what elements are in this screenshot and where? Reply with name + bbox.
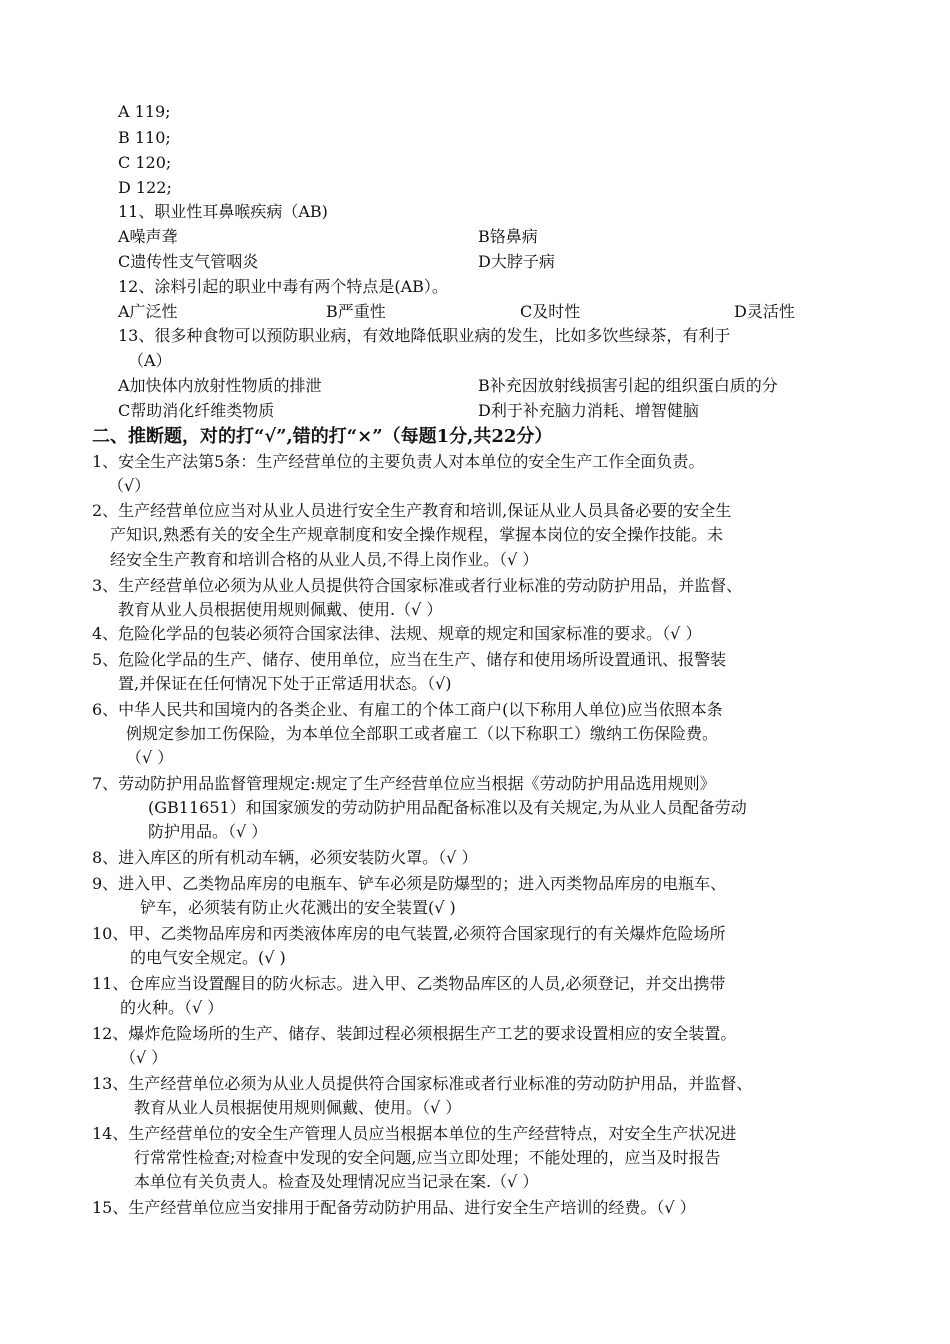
item-6-line-1: 6、中华人民共和国境内的各类企业、有雇工的个体工商户(以下称用人单位)应当依照本条 — [92, 700, 723, 719]
item-14-line-3: 本单位有关负责人。检查及处理情况应当记录在案.（√ ） — [134, 1172, 539, 1191]
q13-stem-line-2: （A） — [128, 351, 172, 370]
q12-option-c: C及时性 — [520, 302, 581, 321]
q13-option-b: B补充因放射线损害引起的组织蛋白质的分 — [478, 376, 778, 395]
item-1-line-1: 1、安全生产法第5条：生产经营单位的主要负责人对本单位的安全生产工作全面负责。 — [92, 452, 705, 471]
q13-option-a: A加快体内放射性物质的排泄 — [118, 376, 322, 395]
q11-option-d: D大脖子病 — [478, 252, 555, 271]
item-12-line-2: （√ ） — [120, 1048, 168, 1067]
q11-stem: 11、职业性耳鼻喉疾病（AB) — [118, 202, 328, 221]
q10-option-a: A 119; — [118, 102, 171, 121]
item-3-line-2: 教育从业人员根据使用规则佩戴、使用.（√ ） — [118, 600, 443, 619]
item-9-line-1: 9、进入甲、乙类物品库房的电瓶车、铲车必须是防爆型的；进入丙类物品库房的电瓶车、 — [92, 874, 727, 893]
item-15-line-1: 15、生产经营单位应当安排用于配备劳动防护用品、进行安全生产培训的经费。（√ ） — [92, 1198, 696, 1217]
q13-option-d: D利于补充脑力消耗、增智健脑 — [478, 401, 699, 420]
item-2-line-3: 经安全生产教育和培训合格的从业人员,不得上岗作业。（√ ） — [110, 550, 539, 569]
q13-stem-line-1: 13、很多种食物可以预防职业病，有效地降低职业病的发生，比如多饮些绿茶，有利于 — [118, 326, 731, 345]
item-3-line-1: 3、生产经营单位必须为从业人员提供符合国家标准或者行业标准的劳动防护用品，并监督、 — [92, 576, 743, 595]
item-9-line-2: 铲车，必须装有防止火花溅出的安全装置(√ ) — [140, 898, 456, 917]
q10-option-b: B 110; — [118, 128, 171, 147]
item-7-line-3: 防护用品。（√ ） — [148, 822, 268, 841]
item-5-line-1: 5、危险化学品的生产、储存、使用单位，应当在生产、储存和使用场所设置通讯、报警装 — [92, 650, 727, 669]
q11-option-b: B铬鼻病 — [478, 227, 538, 246]
q11-option-c: C遗传性支气管咽炎 — [118, 252, 259, 271]
item-8-line-1: 8、进入库区的所有机动车辆，必须安装防火罩。（√ ） — [92, 848, 478, 867]
item-6-line-2: 例规定参加工伤保险，为本单位全部职工或者雇工（以下称职工）缴纳工伤保险费。 — [126, 724, 719, 743]
q12-option-d: D灵活性 — [734, 302, 795, 321]
item-13-line-2: 教育从业人员根据使用规则佩戴、使用。（√ ） — [134, 1098, 462, 1117]
q10-option-c: C 120; — [118, 153, 172, 172]
item-2-line-1: 2、生产经营单位应当对从业人员进行安全生产教育和培训,保证从业人员具备必要的安全生 — [92, 501, 732, 520]
section-2-heading: 二、推断题，对的打“√”,错的打“×”（每题1分,共22分） — [92, 426, 553, 447]
item-2-line-2: 产知识,熟悉有关的安全生产规章制度和安全操作规程，掌握本岗位的安全操作技能。未 — [110, 525, 724, 544]
item-10-line-1: 10、甲、乙类物品库房和丙类液体库房的电气装置,必须符合国家现行的有关爆炸危险场所 — [92, 924, 726, 943]
q10-option-d: D 122; — [118, 178, 172, 197]
item-1-line-2: （√） — [108, 476, 151, 495]
q12-option-a: A广泛性 — [118, 302, 178, 321]
item-6-line-3: （√ ） — [126, 748, 174, 767]
q12-option-b: B严重性 — [326, 302, 386, 321]
q13-option-c: C帮助消化纤维类物质 — [118, 401, 275, 420]
item-12-line-1: 12、爆炸危险场所的生产、储存、装卸过程必须根据生产工艺的要求设置相应的安全装置。 — [92, 1024, 737, 1043]
item-5-line-2: 置,并保证在任何情况下处于正常适用状态。（√) — [118, 674, 452, 693]
q12-stem: 12、涂料引起的职业中毒有两个特点是(AB）。 — [118, 277, 448, 296]
item-11-line-1: 11、仓库应当设置醒目的防火标志。进入甲、乙类物品库区的人员,必须登记，并交出携带 — [92, 974, 726, 993]
item-4-line-1: 4、危险化学品的包装必须符合国家法律、法规、规章的规定和国家标准的要求。（√ ） — [92, 624, 702, 643]
q11-option-a: A噪声聋 — [118, 227, 178, 246]
item-7-line-1: 7、劳动防护用品监督管理规定:规定了生产经营单位应当根据《劳动防护用品选用规则》 — [92, 774, 716, 793]
item-14-line-2: 行常常性检查;对检查中发现的安全问题,应当立即处理；不能处理的，应当及时报告 — [134, 1148, 721, 1167]
item-13-line-1: 13、生产经营单位必须为从业人员提供符合国家标准或者行业标准的劳动防护用品，并监督、 — [92, 1074, 753, 1093]
item-14-line-1: 14、生产经营单位的安全生产管理人员应当根据本单位的生产经营特点，对安全生产状况进 — [92, 1124, 737, 1143]
item-11-line-2: 的火种。（√ ） — [120, 998, 224, 1017]
item-10-line-2: 的电气安全规定。(√ ) — [130, 948, 286, 967]
item-7-line-2: (GB11651）和国家颁发的劳动防护用品配备标准以及有关规定,为从业人员配备劳动 — [148, 798, 747, 817]
